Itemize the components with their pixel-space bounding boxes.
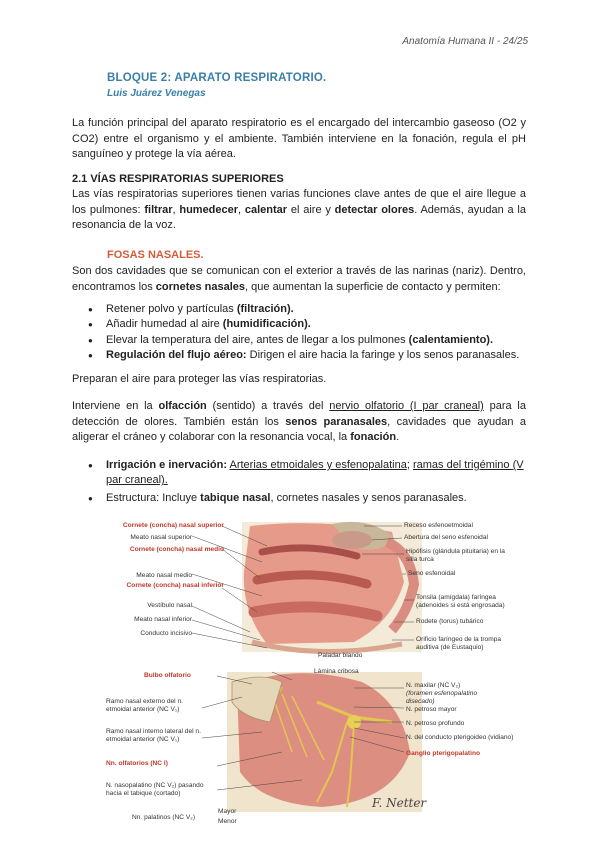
label-receso: Receso esfenoetmoidal xyxy=(404,522,473,529)
label-cornete-medio: Cornete (concha) nasal medio xyxy=(129,546,224,553)
intro-paragraph: La función principal del aparato respiratorio es el encargado del intercambio gaseoso (O2 y CO2) entre el organismo y el ambiente. También interviene en la fonación, regula el pH sanguíneo y protege la vía aérea. xyxy=(72,117,526,161)
label-mayor: Mayor xyxy=(218,808,237,815)
label-n-maxilar: N. maxilar (NC V₂) xyxy=(406,682,461,689)
label-foramen-esfenopalatino: (foramen esfenopalatino disecado) xyxy=(406,690,478,705)
label-vestibulo: Vestíbulo nasal xyxy=(147,602,192,609)
label-cornete-superior: Cornete (concha) nasal superior xyxy=(122,522,224,529)
label-bulbo-olfatorio: Bulbo olfatorio xyxy=(144,672,191,679)
label-nn-palatinos: Nn. palatinos (NC V₂) xyxy=(132,814,196,821)
label-tonsila: Tonsila (amígdala) faríngea (adenoides si está engrosada) xyxy=(416,594,505,609)
section-2-1-paragraph: Las vías respiratorias superiores tienen varias funciones clave antes de que el aire llegue a los pulmones: filtrar, humedecer, calentar el aire y detectar olores. Además, ayudan a la resonancia de la voz. xyxy=(72,188,526,232)
label-ramo-nasal-interno: Ramo nasal interno lateral del n. etmoidal anterior (NC V₁) xyxy=(106,728,201,743)
fosas-paragraph-2: Preparan el aire para proteger las vías respiratorias. xyxy=(72,373,327,385)
label-meato-superior: Meato nasal superior xyxy=(130,534,192,541)
section-heading-2-1: 2.1 VÍAS RESPIRATORIAS SUPERIORES xyxy=(72,173,284,185)
label-hipofisis: Hipófisis (glándula pituitaria) en la silla turca xyxy=(406,548,505,563)
label-meato-medio: Meato nasal medio xyxy=(136,572,192,579)
structure-list xyxy=(88,458,528,506)
label-n-petroso-profundo: N. petroso profundo xyxy=(406,720,465,727)
label-n-nasopalatino: N. nasopalatino (NC V₂) pasando hacia el tabique (cortado) xyxy=(106,782,204,797)
label-rodete: Rodete (torus) tubárico xyxy=(416,618,484,625)
label-n-petroso-mayor: N. petroso mayor xyxy=(406,706,457,713)
list-item: ● Retener polvo y partículas (filtración). xyxy=(88,302,528,317)
list-item: ● Estructura: Incluye tabique nasal, cornetes nasales y senos paranasales. xyxy=(88,491,528,506)
document-author: Luis Juárez Venegas xyxy=(107,88,206,99)
label-menor: Menor xyxy=(218,818,237,825)
list-item: ● Elevar la temperatura del aire, antes de llegar a los pulmones (calentamiento). xyxy=(88,333,528,348)
fosas-nasales-heading: FOSAS NASALES. xyxy=(107,249,204,261)
netter-signature: F. Netter xyxy=(372,796,427,810)
nasal-anatomy-figure xyxy=(92,512,512,832)
label-abertura-seno: Abertura del seno esfenoidal xyxy=(404,534,488,541)
functions-list xyxy=(88,302,528,364)
label-seno-esfenoidal: Seno esfenoidal xyxy=(408,570,456,577)
list-item: ● Irrigación e inervación: Arterias etmoidales y esfenopalatina; ramas del trigémino (V par craneal). xyxy=(88,458,528,489)
fosas-paragraph-3: Interviene en la olfacción (sentido) a través del nervio olfatorio (I par craneal) para la detección de olores. También están los senos paranasales, cavidades que ayudan a aligerar el cráneo y colaborar con la resonancia vocal, la fonación. xyxy=(72,400,527,444)
fosas-paragraph-1: Son dos cavidades que se comunican con el exterior a través de las narinas (nariz). Dentro, encontramos los cornetes nasales, que aumentan la superficie de contacto y permiten: xyxy=(72,265,526,293)
label-nn-olfatorios: Nn. olfatorios (NC I) xyxy=(106,760,168,767)
label-orificio-faringeo: Orificio faríngeo de la trompa auditiva (de Eustaquio) xyxy=(416,636,502,651)
label-meato-inferior: Meato nasal inferior xyxy=(134,616,192,623)
label-paladar-blando: Paladar blando xyxy=(318,652,363,659)
list-item: ● Añadir humedad al aire (humidificación). xyxy=(88,317,528,332)
label-ramo-nasal-externo: Ramo nasal externo del n. etmoidal anterior (NC V₁) xyxy=(106,698,183,713)
label-cornete-inferior: Cornete (concha) nasal inferior xyxy=(126,582,224,589)
label-ganglio-pterigopalatino: Ganglio pterigopalatino xyxy=(406,750,480,757)
label-lamina-cribosa: Lámina cribosa xyxy=(314,668,359,675)
label-n-conducto-pterigoideo: N. del conducto pterigoideo (vidiano) xyxy=(406,734,514,741)
document-title: BLOQUE 2: APARATO RESPIRATORIO. xyxy=(107,72,327,84)
page-header: Anatomía Humana II - 24/25 xyxy=(402,36,528,47)
list-item: ● Regulación del flujo aéreo: Dirigen el aire hacia la faringe y los senos paranasales. xyxy=(88,348,528,363)
label-conducto-incisivo: Conducto incisivo xyxy=(140,630,192,637)
